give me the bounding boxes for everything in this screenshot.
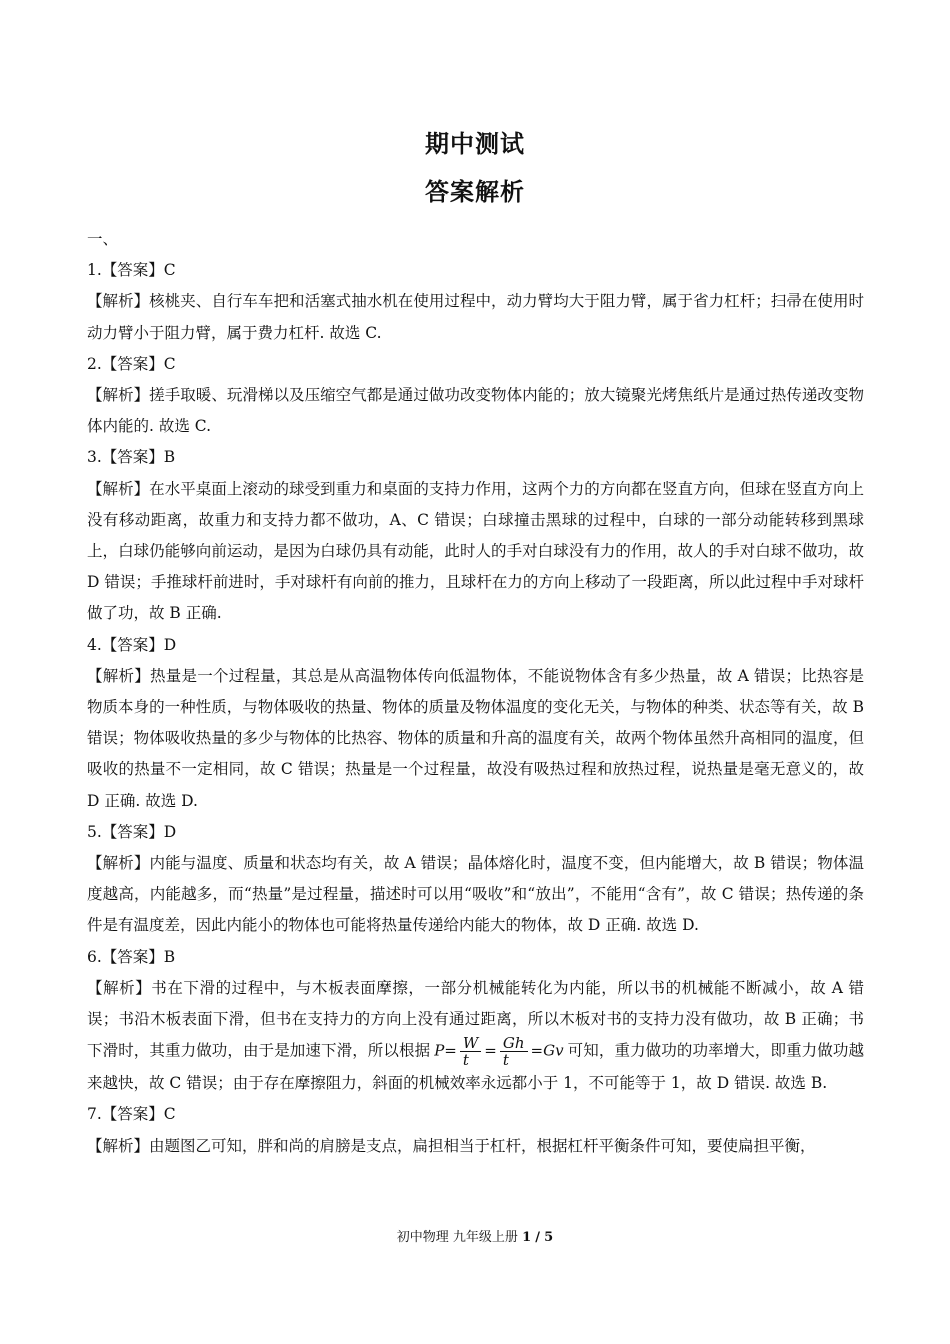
answer-line-5: 5.【答案】D (87, 822, 177, 841)
formula-p: P (434, 1041, 445, 1060)
section-heading: 一、 (87, 230, 119, 248)
answer-line-4: 4.【答案】D (87, 635, 177, 654)
page-title: 期中测试 (425, 130, 525, 158)
footer-page-total: 5 (544, 1230, 554, 1245)
formula-equals-1: = (444, 1041, 457, 1060)
analysis-3: 【解析】在水平桌面上滚动的球受到重力和桌面的支持力作用，这两个力的方向都在竖直方向，但球在竖直方向上没有移动距离，故重力和支持力都不做功，A、C 错误；白球撞击黑球的过程中，白球的一部分动能转移到黑球上，白球仍能够向前运动，是因为白球仍具有动能，此时人的手对白球没有力的作用，故人的手对白球不做功，故 D 错误；手推球杆前进时，手对球杆有向前的推力，且球杆在力的方向上移动了一段距离，所以此过程中手对球杆做了功，故 B 正确. (87, 479, 864, 623)
fraction-w-over-t (460, 1035, 481, 1068)
analysis-5: 【解析】内能与温度、质量和状态均有关，故 A 错误；晶体熔化时，温度不变，但内能增大，故 B 错误；物体温度越高，内能越多，而“热量”是过程量，描述时可以用“吸收”和“放出”，不能用“含有”，故 C 错误；热传递的条件是有温度差，因此内能小的物体也可能将热量传递给内能大的物体，故 D 正确. 故选 D. (87, 854, 864, 935)
answer-line-6: 6.【答案】B (87, 947, 176, 966)
analysis-7: 【解析】由题图乙可知，胖和尚的肩膀是支点，扁担相当于杠杆，根据杠杆平衡条件可知，要使扁担平衡， (87, 1136, 816, 1155)
formula-equals-2: = (484, 1041, 497, 1060)
analysis-2: 【解析】搓手取暖、玩滑梯以及压缩空气都是通过做功改变物体内能的；放大镜聚光烤焦纸片是通过热传递改变物体内能的. 故选 C. (87, 386, 864, 436)
analysis-4: 【解析】热量是一个过程量，其总是从高温物体传向低温物体，不能说物体含有多少热量，故 A 错误；比热容是物质本身的一种性质，与物体吸收的热量、物体的质量及物体温度的变化无关，与物体的种类、状态等有关，故 B 错误；物体吸收热量的多少与物体的比热容、物体的质量和升高的温度有关，故两个物体虽然升高相同的温度，但吸收的热量不一定相同，故 C 错误；热量是一个过程量，故没有吸热过程和放热过程，说热量是毫无意义的，故 D 正确. 故选 D. (87, 666, 864, 810)
footer-page-number: 1 (522, 1230, 532, 1245)
power-formula (434, 1035, 563, 1068)
fraction-denominator: t (462, 1051, 469, 1070)
fraction-numerator: Gh (500, 1035, 528, 1052)
answer-line-3: 3.【答案】B (87, 448, 176, 467)
fraction-denominator: t (502, 1051, 509, 1070)
analysis-1: 【解析】核桃夹、自行车车把和活塞式抽水机在使用过程中，动力臂均大于阻力臂，属于省力杠杆；扫帚在使用时动力臂小于阻力臂，属于费力杠杆. 故选 C. (87, 292, 864, 342)
formula-rhs: Gv (543, 1041, 564, 1060)
answer-line-1: 1.【答案】C (87, 261, 176, 280)
analysis-6 (87, 973, 864, 1100)
page-footer (0, 1226, 950, 1245)
answer-line-7: 7.【答案】C (87, 1105, 176, 1124)
analysis-6-text-before: 【解析】书在下滑的过程中，与木板表面摩擦，一部分机械能转化为内能，所以书的机械能不断减小，故 A 错误；书沿木板表面下滑，但书在支持力的方向上没有通过距离，所以木板对书的支持力没有做功，故 B 正确；书下滑时，其重力做功，由于是加速下滑，所以根据 (87, 978, 864, 1060)
page-subtitle: 答案解析 (425, 178, 525, 206)
fraction-numerator: W (460, 1035, 481, 1052)
formula-equals-3: = (530, 1041, 544, 1060)
analysis-6-text-after: 可知，重力做功的功率增大，即重力做功越来越快，故 C 错误；由于存在摩擦阻力，斜面的机械效率永远都小于 1，不可能等于 1，故 D 错误. 故选 B. (87, 1041, 864, 1093)
answer-line-2: 2.【答案】C (87, 354, 176, 373)
fraction-gh-over-t (500, 1035, 528, 1068)
footer-label: 初中物理 九年级上册 (396, 1230, 518, 1245)
answer-content (87, 224, 864, 1162)
footer-separator: / (535, 1230, 541, 1245)
